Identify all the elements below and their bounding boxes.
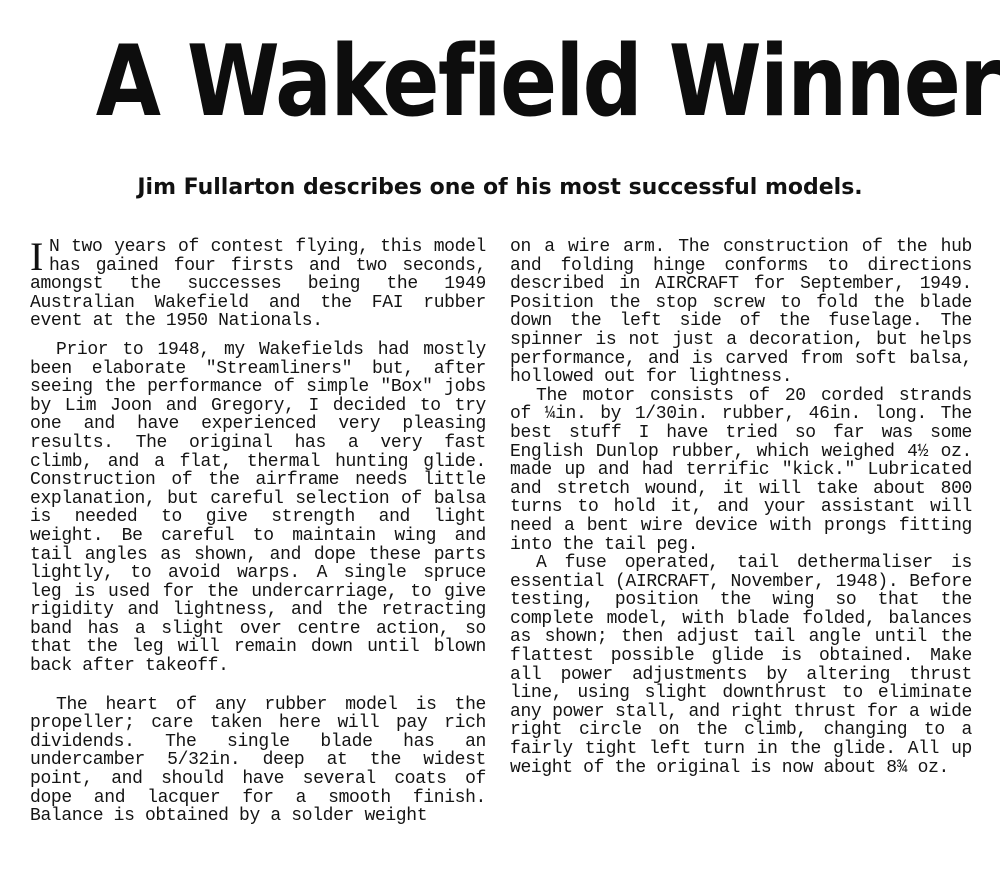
- article-column-left: [30, 234, 486, 827]
- paragraph-intro: [30, 234, 486, 332]
- article-title: A Wakefield Winner: [95, 25, 1000, 139]
- paragraph-hub: on a wire arm. The construction of the hub and folding hinge conforms to directions described in AIRCRAFT for September, 1949. Position the stop screw to fold the blade down the left side of the fuselage. The spinner is not just a decoration, but helps performance, and is carved from soft balsa, hollowed out for lightness.: [510, 237, 972, 388]
- paragraph-motor: The motor consists of 20 corded strands of ¼in. by 1/30in. rubber, 46in. long. The best stuff I have tried so far was some English Dunlop rubber, which weighed 4½ oz. made up and had terrific "kick." Lubricated and stretch wound, it will take about 800 turns to hold it, and your assistant will need a bent wire device with prongs fitting into the tail peg.: [510, 385, 972, 555]
- article-subtitle: Jim Fullarton describes one of his most successful models.: [137, 175, 863, 200]
- paragraph-construction: Prior to 1948, my Wakefields had mostly been elaborate "Streamliners" but, after seeing the performance of simple "Box" jobs by Lim Joon and Gregory, I decided to try one and have experienced very pleasing results. The original has a very fast climb, and a flat, thermal hunting glide. Construction of the airframe needs little explanation, but careful selection of balsa is needed to give strength and light weight. Be careful to maintain wing and tail angles as shown, and dope these parts lightly, to avoid warps. A single spruce leg is used for the undercarriage, to give rigidity and lightness, and the retracting band has a slight over centre action, so that the leg will remain down until blown back after takeoff.: [30, 339, 486, 677]
- drop-cap: I: [30, 234, 43, 279]
- article-column-right: [510, 238, 972, 777]
- paragraph-intro-text: N two years of contest flying, this model has gained four firsts and two seconds, amongst the successes being the 1949 Australian Wakefield and the FAI rubber event at the 1950 Nationals.: [30, 237, 486, 332]
- paragraph-dethermaliser: A fuse operated, tail dethermaliser is essential (AIRCRAFT, November, 1948). Before testing, position the wing so that the complete model, with blade folded, balances as shown; then adjust tail angle until the flattest possible glide is obtained. Make all power adjustments by altering thrust line, using slight downthrust to eliminate any power stall, and right thrust for a wide right circle on the climb, changing to a fairly tight left turn in the glide. All up weight of the original is now about 8¾ oz.: [510, 553, 972, 778]
- paragraph-propeller: The heart of any rubber model is the propeller; care taken here will pay rich dividends. The single blade has an undercamber 5/32in. deep at the widest point, and should have several coats of dope and lacquer for a smooth finish. Balance is obtained by a solder weight: [30, 694, 486, 827]
